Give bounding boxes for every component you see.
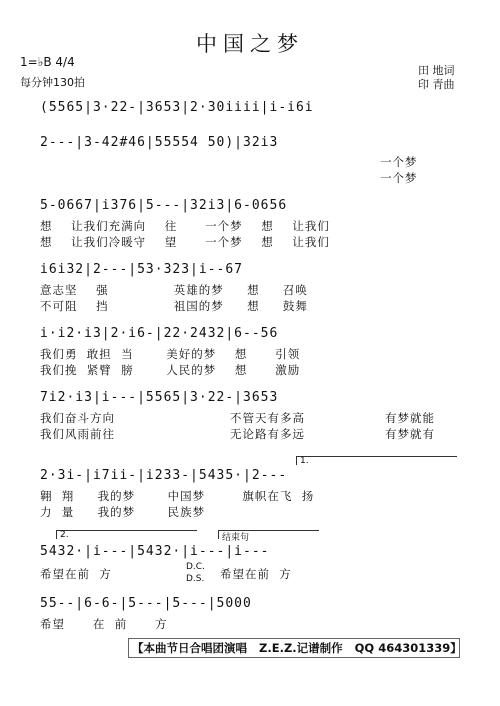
- lyric-line-6a: 我们奋斗方向: [40, 411, 115, 425]
- notation-line-5: i·i2·i3|2·i6-|22·2432|6--56: [40, 326, 279, 341]
- lyric-line-3a: 想 让我们充满向 往 一个梦 想 让我们: [40, 219, 330, 233]
- notation-line-4: i6i32|2---|53·323|i--67: [40, 262, 244, 277]
- notation-line-6: 7i2·i3|i---|5565|3·22-|3653: [40, 390, 279, 405]
- notation-line-8: 5432·|i---|5432·|i---|i---: [40, 544, 270, 559]
- tempo-marking: 每分钟130拍: [20, 76, 85, 89]
- lyric-line-7a: 翱 翔 我的梦 中国梦 旗帜在飞 扬: [40, 489, 315, 503]
- lyric-line-2b: 一个梦: [380, 171, 418, 185]
- dc-mark: D.C.: [186, 562, 205, 572]
- ds-mark: D.S.: [186, 574, 205, 584]
- notation-line-3: 5-0667|i376|5---|32i3|6-0656: [40, 198, 288, 213]
- lyric-line-3b: 想 让我们冷暖守 望 一个梦 想 让我们: [40, 235, 330, 249]
- lyric-line-7b: 力 量 我的梦 民族梦: [40, 505, 206, 519]
- notation-line-2: 2---|3-42#46|55554 50)|32i3: [40, 135, 279, 150]
- key-signature: 1=♭B 4/4: [20, 55, 75, 69]
- lyric-line-6c: 有梦就能: [385, 411, 435, 425]
- lyric-line-4b: 不可阻 挡 祖国的梦 想 鼓舞: [40, 299, 308, 313]
- lyric-line-6b: 不管天有多高: [230, 411, 305, 425]
- notation-line-7: 2·3i-|i7ii-|i233-|5435·|2---: [40, 468, 288, 483]
- volta-2-label: 2.: [60, 530, 69, 540]
- lyric-line-9a: 希望 在 前 方: [40, 617, 168, 631]
- lyric-line-4a: 意志坚 强 英雄的梦 想 召唤: [40, 283, 308, 297]
- volta-1-label: 1.: [300, 456, 309, 466]
- footer-credit: 【本曲节日合唱团演唱 Z.E.Z.记谱制作 QQ 464301339】: [132, 641, 462, 655]
- lyric-line-5b: 我们挽 紧臂 膀 人民的梦 想 激励: [40, 363, 301, 377]
- song-title: 中国之梦: [196, 32, 304, 56]
- lyric-line-6d: 我们风雨前往: [40, 427, 115, 441]
- lyric-line-5a: 我们勇 敢担 当 美好的梦 想 引领: [40, 347, 301, 361]
- lyric-line-6e: 无论路有多远: [230, 427, 305, 441]
- notation-line-9: 55--|6-6-|5---|5---|5000: [40, 596, 252, 611]
- volta-2-bracket: [56, 530, 197, 539]
- lyric-line-6f: 有梦就有: [385, 427, 435, 441]
- lyric-line-8a: 希望在前 方: [40, 567, 112, 581]
- lyric-line-2a: 一个梦: [380, 155, 418, 169]
- lyricist-credit: 田 地词: [418, 64, 455, 77]
- ending-label: 结束句: [222, 533, 250, 543]
- notation-line-1: (5565|3·22-|3653|2·30iiii|i-i6i: [40, 100, 314, 115]
- volta-1-bracket: [296, 456, 457, 465]
- composer-credit: 印 青曲: [418, 78, 455, 91]
- lyric-line-8b: 希望在前 方: [220, 567, 292, 581]
